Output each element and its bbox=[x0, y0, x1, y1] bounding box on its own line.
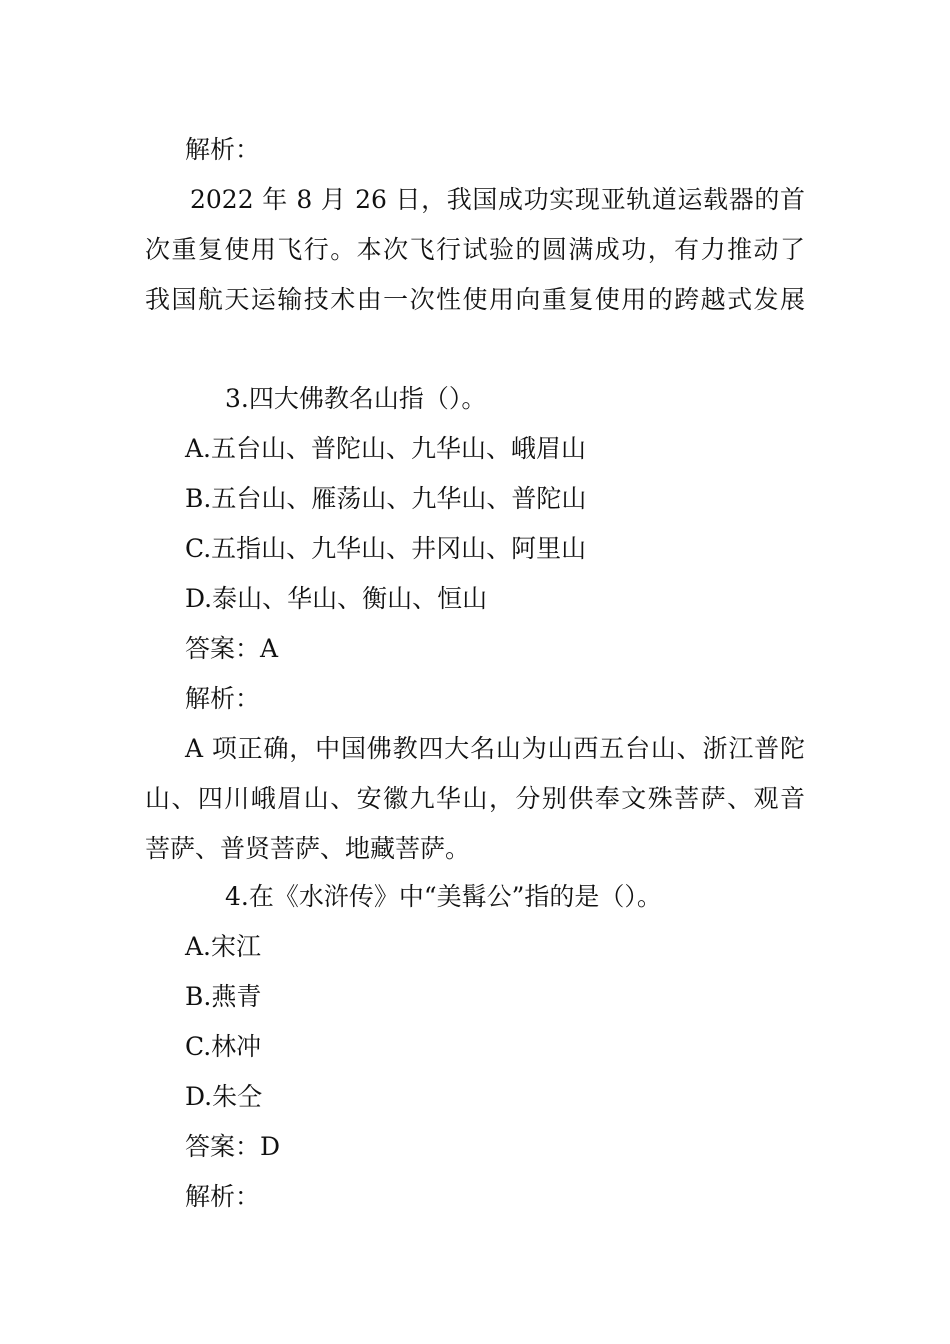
question-3: 3.四大佛教名山指（）。 bbox=[225, 384, 487, 413]
question-4: 4.在《水浒传》中“美髯公”指的是（）。 bbox=[225, 882, 662, 911]
q3-option-d: D.泰山、华山、衡山、恒山 bbox=[185, 584, 488, 613]
explanation-line: 2022 年 8 月 26 日，我国成功实现亚轨道运载器的首 bbox=[190, 185, 805, 214]
q4-option-a: A.宋江 bbox=[185, 932, 262, 961]
q3-answer: 答案：A bbox=[185, 634, 279, 663]
q3-analysis-label: 解析： bbox=[185, 684, 261, 713]
q3-explanation-line: A 项正确，中国佛教四大名山为山西五台山、浙江普陀 bbox=[185, 734, 805, 763]
q4-answer: 答案：D bbox=[185, 1132, 281, 1161]
q4-option-b: B.燕青 bbox=[185, 982, 262, 1011]
q3-explanation-line: 山、四川峨眉山、安徽九华山，分别供奉文殊菩萨、观音 bbox=[145, 784, 805, 813]
q3-explanation-line: 菩萨、普贤菩萨、地藏菩萨。 bbox=[145, 834, 471, 863]
q3-option-a: A.五台山、普陀山、九华山、峨眉山 bbox=[185, 434, 587, 463]
q4-option-c: C.林冲 bbox=[185, 1032, 262, 1061]
analysis-label: 解析： bbox=[185, 135, 261, 164]
q3-option-c: C.五指山、九华山、井冈山、阿里山 bbox=[185, 534, 587, 563]
explanation-line: 我国航天运输技术由一次性使用向重复使用的跨越式发展 bbox=[145, 285, 805, 314]
explanation-line: 次重复使用飞行。本次飞行试验的圆满成功，有力推动了 bbox=[145, 235, 805, 264]
q3-option-b: B.五台山、雁荡山、九华山、普陀山 bbox=[185, 484, 587, 513]
q4-analysis-label: 解析： bbox=[185, 1182, 261, 1211]
q4-option-d: D.朱仝 bbox=[185, 1082, 263, 1111]
